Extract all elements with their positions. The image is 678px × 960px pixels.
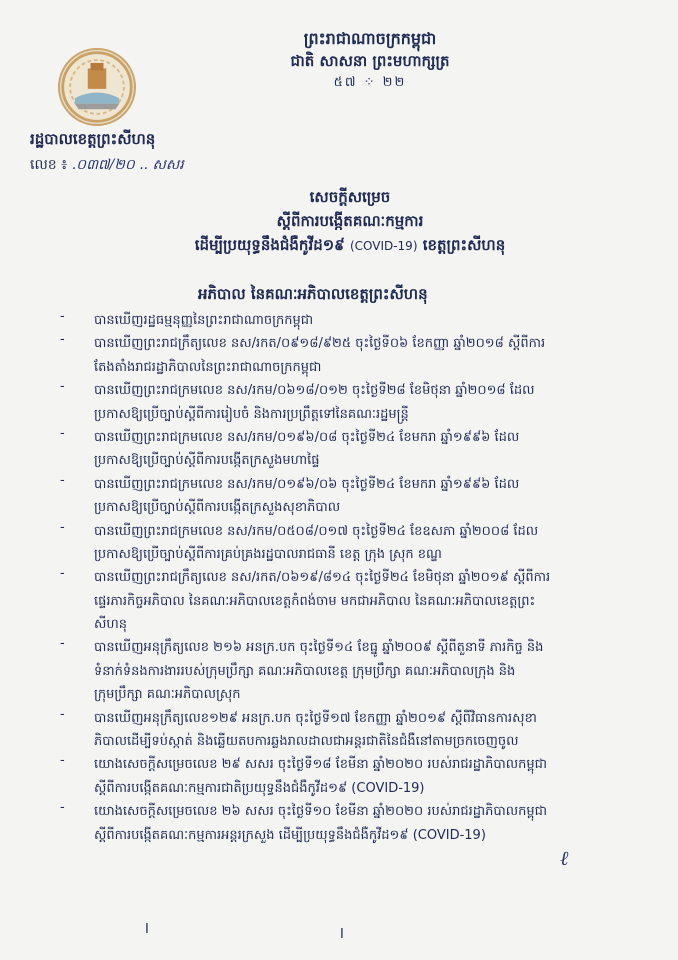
clause-item bbox=[60, 309, 600, 332]
clause-text-line: ប្រកាសឱ្យប្រើច្បាប់ស្តីពីការរៀបចំ និងការប្រព្រឹត្តទៅនៃគណៈរដ្ឋមន្ត្រី bbox=[94, 406, 409, 422]
clause-item bbox=[60, 707, 600, 754]
clause-text-line: បានឃើញអនុក្រឹត្យលេខ១២៩ អនក្រ.បក ចុះថ្ងៃទី១៧ ខែកញ្ញា ឆ្នាំ២០១៩ ស្តីពីវិធានការសុខា bbox=[94, 710, 537, 726]
clause-bullet: - bbox=[60, 753, 65, 769]
clause-item bbox=[60, 379, 600, 426]
clause-text-line: តែងតាំងរាជរដ្ឋាភិបាលនៃព្រះរាជាណាចក្រកម្ពុជា bbox=[94, 359, 322, 375]
clause-text-line: បានឃើញរដ្ឋធម្មនុញ្ញនៃព្រះរាជាណាចក្រកម្ពុជា bbox=[94, 313, 314, 328]
page-mark-center: I bbox=[340, 927, 344, 942]
clause-bullet: - bbox=[60, 800, 65, 816]
decision-title bbox=[140, 185, 560, 258]
clause-text-line: បានឃើញព្រះរាជក្រមលេខ នស/រកម/០១៩៦/០៨ ចុះថ្ងៃទី២៤ ខែមករា ឆ្នាំ១៩៩៦ ដែល bbox=[94, 429, 520, 445]
title-line-3-khmer: ដើម្បីប្រយុទ្ធនឹងជំងឺកូវីដ១៩ bbox=[194, 236, 345, 254]
kingdom-header bbox=[240, 28, 500, 94]
title-line-3-latin: (COVID-19) bbox=[349, 239, 418, 253]
provincial-seal-logo bbox=[58, 48, 136, 126]
clause-item bbox=[60, 426, 600, 473]
page-mark-left: I bbox=[145, 922, 149, 937]
title-line-3-end: ខេត្តព្រះសីហនុ bbox=[422, 236, 506, 254]
clause-bullet: - bbox=[60, 425, 65, 441]
clause-bullet: - bbox=[60, 706, 65, 722]
kingdom-name: ព្រះរាជាណាចក្រកម្ពុជា bbox=[303, 29, 437, 48]
clause-text-line: បានឃើញព្រះរាជក្រមលេខ នស/រកម/០៥០៨/០១៧ ចុះថ្ងៃទី២៤ ខែឧសភា ឆ្នាំ២០០៨ ដែល bbox=[94, 523, 539, 539]
handwritten-initial: ℓ bbox=[560, 846, 569, 870]
clause-bullet: - bbox=[60, 309, 65, 324]
issuing-authority: រដ្ឋបាលខេត្តព្រះសីហនុ bbox=[30, 130, 156, 148]
clause-bullet: - bbox=[60, 472, 65, 488]
title-line-3 bbox=[140, 233, 560, 258]
clause-text-line: យោងសេចក្តីសម្រេចលេខ ២៦ សសរ ចុះថ្ងៃទី១០ ខែមីនា ឆ្នាំ២០២០ របស់រាជរដ្ឋាភិបាលកម្ពុជា bbox=[94, 804, 548, 820]
clause-text-line: បានឃើញអនុក្រឹត្យលេខ ២១៦ អនក្រ.បក ចុះថ្ងៃទី១៤ ខែធ្នូ ឆ្នាំ២០០៩ ស្តីពីតួនាទី ភារកិច្ច និង bbox=[94, 640, 544, 656]
clause-bullet: - bbox=[60, 332, 65, 348]
clause-text-line: ប្រកាសឱ្យប្រើច្បាប់ស្តីពីការគ្រប់គ្រងរដ្ឋបាលរាជធានី ខេត្ត ក្រុង ស្រុក ខណ្ឌ bbox=[94, 546, 442, 562]
clause-text-line: ស្តីពីការបង្កើតគណៈកម្មការអន្តរក្រសួង ដើម្បីប្រយុទ្ធនឹងជំងឺកូវីដ១៩ (COVID-19) bbox=[94, 827, 486, 843]
clause-text-line: បានឃើញព្រះរាជក្រមលេខ នស/រកម/០១៩៦/០៦ ចុះថ្ងៃទី២៤ ខែមករា ឆ្នាំ១៩៩៦ ដែល bbox=[94, 476, 520, 492]
header-ornament: ៥៧ ⁘ ២២ bbox=[333, 75, 407, 90]
title-line-2: ស្តីពីការបង្កើតគណៈកម្មការ bbox=[276, 212, 424, 230]
clause-bullet: - bbox=[60, 636, 65, 652]
clause-item bbox=[60, 520, 600, 567]
clause-text-line: សីហនុ bbox=[94, 617, 128, 633]
clause-text-line: ប្រកាសឱ្យប្រើច្បាប់ស្តីពីការបង្កើតក្រសួងសុខាភិបាល bbox=[94, 500, 341, 516]
clause-bullet: - bbox=[60, 379, 65, 395]
clause-text-line: ភិបាលដើម្បីទប់ស្កាត់ និងឆ្លើយតបការឆ្លងរាលដាលជាអន្តរជាតិនៃជំងឺនៅតាមច្រកចេញចូល bbox=[94, 734, 519, 750]
national-motto: ជាតិ សាសនា ព្រះមហាក្សត្រ bbox=[290, 52, 450, 70]
clause-text-line: ក្រុមប្រឹក្សា គណៈអភិបាលស្រុក bbox=[94, 687, 241, 703]
clause-item bbox=[60, 636, 600, 706]
reference-number bbox=[30, 155, 184, 176]
clause-list bbox=[60, 309, 600, 847]
clause-text-line: យោងសេចក្តីសម្រេចលេខ ២៩ សសរ ចុះថ្ងៃទី១៨ ខែមីនា ឆ្នាំ២០២០ របស់រាជរដ្ឋាភិបាលកម្ពុជា bbox=[94, 757, 548, 773]
clause-text-line: ផ្ទេរភារកិច្ចអភិបាល នៃគណៈអភិបាលខេត្តកំពង់ចាម មកជាអភិបាល នៃគណៈអភិបាលខេត្តព្រះ bbox=[94, 593, 536, 609]
clause-text-line: បានឃើញព្រះរាជក្រមលេខ នស/រកម/០៦១៨/០១២ ចុះថ្ងៃទី២៨ ខែមិថុនា ឆ្នាំ២០១៨ ដែល bbox=[94, 383, 535, 399]
reference-value: .០៣៧/២០ .. សសរ bbox=[71, 157, 184, 173]
clause-item bbox=[60, 473, 600, 520]
clause-bullet: - bbox=[60, 519, 65, 535]
clause-text-line: ទំនាក់ទំនងការងាររបស់ក្រុមប្រឹក្សា គណៈអភិបាលខេត្ត ក្រុមប្រឹក្សា គណៈអភិបាលក្រុង និង bbox=[94, 663, 516, 679]
clause-bullet: - bbox=[60, 566, 65, 582]
clause-item bbox=[60, 332, 600, 379]
clause-text-line: ប្រកាសឱ្យប្រើច្បាប់ស្តីពីការបង្កើតក្រសួងមហាផ្ទៃ bbox=[94, 453, 320, 469]
governor-heading: អភិបាល នៃគណៈអភិបាលខេត្តព្រះសីហនុ bbox=[198, 285, 428, 303]
clause-text-line: បានឃើញព្រះរាជក្រឹត្យលេខ នស/រកត/០៩១៨/៩២៥ ចុះថ្ងៃទី០៦ ខែកញ្ញា ឆ្នាំ២០១៨ ស្តីពីការ bbox=[94, 336, 546, 352]
title-line-1: សេចក្តីសម្រេច bbox=[309, 188, 391, 206]
reference-label: លេខ ៖ bbox=[30, 157, 68, 173]
clause-item bbox=[60, 566, 600, 636]
clause-item bbox=[60, 800, 600, 847]
clause-text-line: បានឃើញព្រះរាជក្រឹត្យលេខ នស/រកត/០៦១៩/៨១៤ ចុះថ្ងៃទី២៤ ខែមិថុនា ឆ្នាំ២០១៩ ស្តីពីការ bbox=[94, 570, 551, 586]
clause-text-line: ស្តីពីការបង្កើតគណៈកម្មការជាតិប្រយុទ្ធនឹងជំងឺកូវីដ១៩ (COVID-19) bbox=[94, 780, 425, 796]
clause-item bbox=[60, 753, 600, 800]
